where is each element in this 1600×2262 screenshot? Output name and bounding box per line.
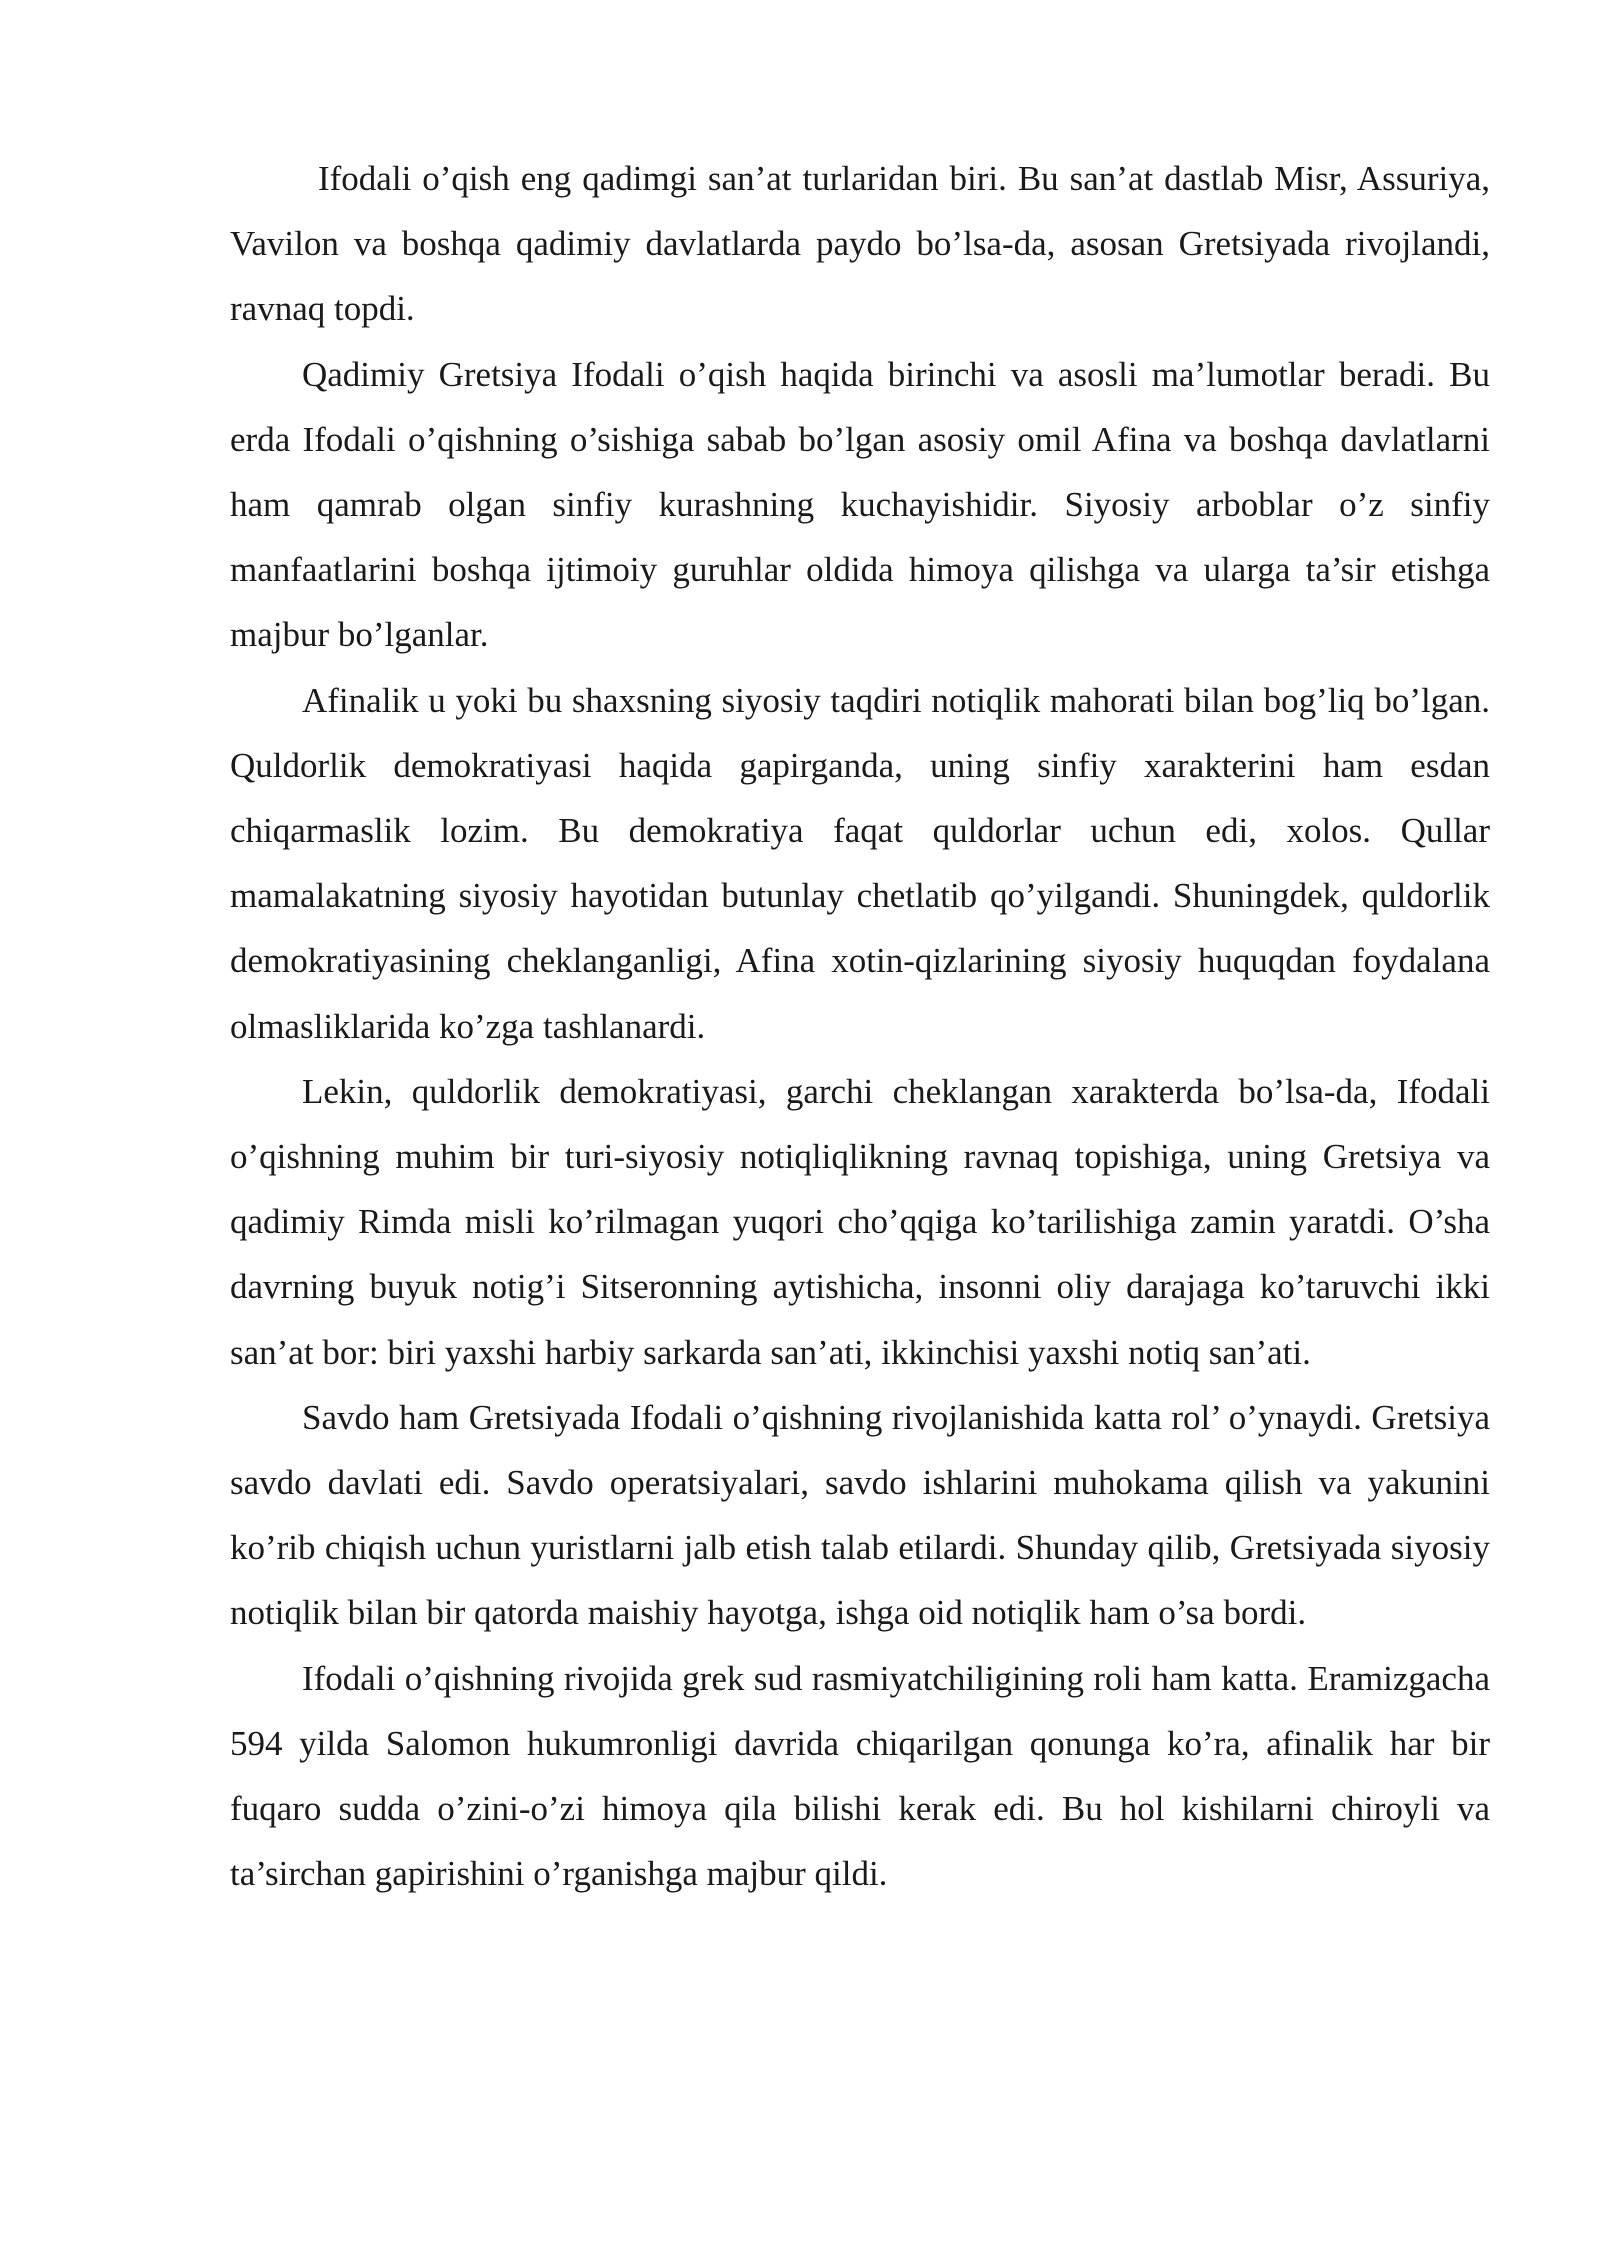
paragraph-1: Ifodali o’qish eng qadimgi san’at turlaridan biri. Bu san’at dastlab Misr, Assuriya, Vavilon va boshqa qadimiy davlatlarda paydo bo’lsa-da, asosan Gretsiyada rivojlandi, ravnaq topdi.: [230, 159, 1490, 329]
body-text: [230, 146, 1490, 1906]
paragraph-4: Lekin, quldorlik demokratiyasi, garchi cheklangan xarakterda bo’lsa-da, Ifodali o’qishning muhim bir turi-siyosiy notiqliqlikning ravnaq topishiga, uning Gretsiya va qadimiy Rimda misli ko’rilmagan yuqori cho’qqiga ko’tarilishiga zamin yaratdi. O’sha davrning buyuk notig’i Sitseronning aytishicha, insonni oliy darajaga ko’taruvchi ikki san’at bor: biri yaxshi harbiy sarkarda san’ati, ikkinchisi yaxshi notiq san’ati.: [230, 1071, 1490, 1372]
paragraph-3: Afinalik u yoki bu shaxsning siyosiy taqdiri notiqlik mahorati bilan bog’liq bo’lgan. Quldorlik demokratiyasi haqida gapirganda, uning sinfiy xarakterini ham esdan chiqarmaslik lozim. Bu demokratiya faqat quldorlar uchun edi, xolos. Qullar mamalakatning siyosiy hayotidan butunlay chetlatib qo’yilgandi. Shuningdek, quldorlik demokratiyasining cheklanganligi, Afina xotin-qizlarining siyosiy huquqdan foydalana olmasliklarida ko’zga tashlanardi.: [230, 680, 1490, 1046]
paragraph-5: Savdo ham Gretsiyada Ifodali o’qishning rivojlanishida katta rol’ o’ynaydi. Gretsiya savdo davlati edi. Savdo operatsiyalari, savdo ishlarini muhokama qilish va yakunini ko’rib chiqish uchun yuristlarni jalb etish talab etilardi. Shunday qilib, Gretsiyada siyosiy notiqlik bilan bir qatorda maishiy hayotga, ishga oid notiqlik ham o’sa bordi.: [230, 1397, 1490, 1633]
paragraph-2: Qadimiy Gretsiya Ifodali o’qish haqida birinchi va asosli ma’lumotlar beradi. Bu erda Ifodali o’qishning o’sishiga sabab bo’lgan asosiy omil Afina va boshqa davlatlarni ham qamrab olgan sinfiy kurashning kuchayishidir. Siyosiy arboblar o’z sinfiy manfaatlarini boshqa ijtimoiy guruhlar oldida himoya qilishga va ularga ta’sir etishga majbur bo’lganlar.: [230, 354, 1490, 655]
paragraph-6: Ifodali o’qishning rivojida grek sud rasmiyatchiligining roli ham katta. Eramizgacha 594 yilda Salomon hukumronligi davrida chiqarilgan qonunga ko’ra, afinalik har bir fuqaro sudda o’zini-o’zi himoya qila bilishi kerak edi. Bu hol kishilarni chiroyli va ta’sirchan gapirishini o’rganishga majbur qildi.: [230, 1658, 1490, 1894]
